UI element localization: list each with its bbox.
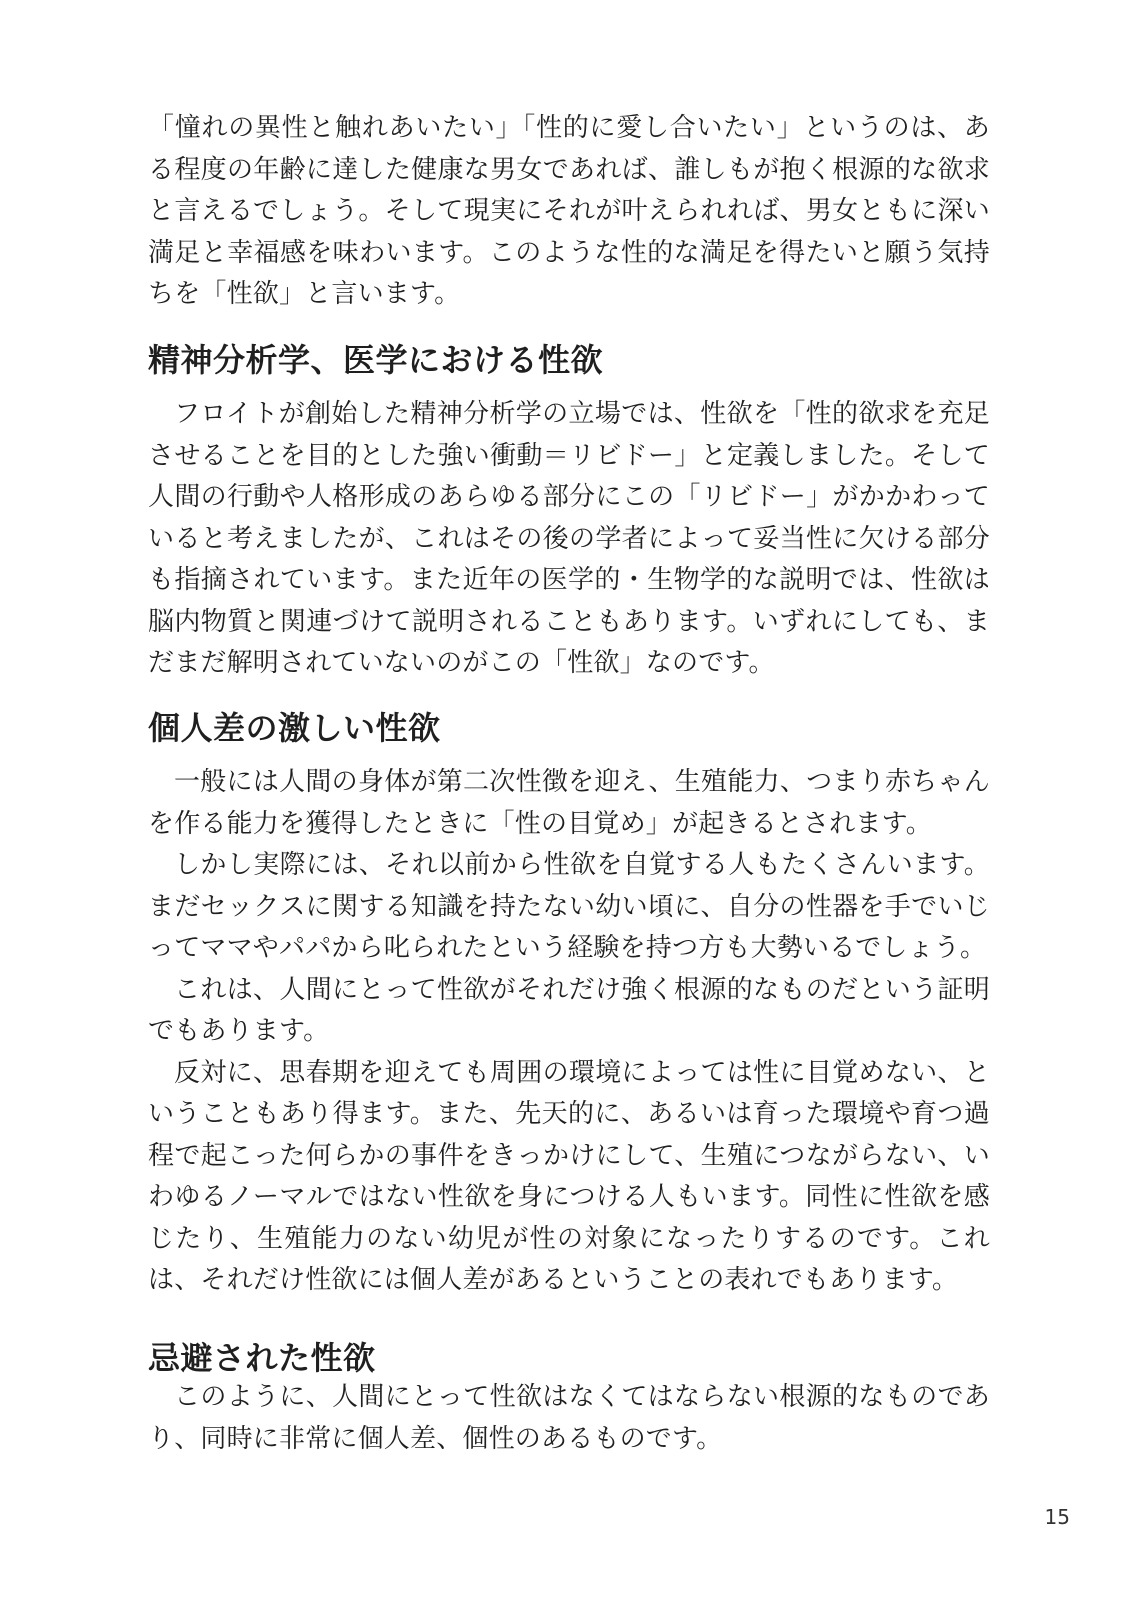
section-3 bbox=[148, 1336, 990, 1380]
body-paragraph: 反対に、思春期を迎えても周囲の環境によっては性に目覚めない、ということもあり得ます。また、先天的に、あるいは育った環境や育つ過程で起こった何らかの事件をきっかけにして、生殖につながらない、いわゆるノーマルではない性欲を身につける人もいます。同性に性欲を感じたり、生殖能力のない幼児が性の対象になったりするのです。これは、それだけ性欲には個人差があるということの表れでもあります。 bbox=[148, 1057, 990, 1295]
section-heading: 精神分析学、医学における性欲 bbox=[148, 341, 604, 379]
section-heading: 個人差の激しい性欲 bbox=[148, 709, 441, 747]
body-paragraph: 一般には人間の身体が第二次性徴を迎え、生殖能力、つまり赤ちゃんを作る能力を獲得したときに「性の目覚め」が起きるとされます。 bbox=[148, 767, 990, 839]
section-3-body bbox=[148, 1377, 990, 1460]
body-paragraph: フロイトが創始した精神分析学の立場では、性欲を「性的欲求を充足させることを目的とした強い衝動＝リビドー」と定義しました。そして人間の行動や人格形成のあらゆる部分にこの「リビドー」がかかわっていると考えましたが、これはその後の学者によって妥当性に欠ける部分も指摘されています。また近年の医学的・生物学的な説明では、性欲は脳内物質と関連づけて説明されることもあります。いずれにしても、まだまだ解明されていないのがこの「性欲」なのです。 bbox=[148, 399, 990, 678]
body-paragraph: これは、人間にとって性欲がそれだけ強く根源的なものだという証明でもあります。 bbox=[148, 974, 990, 1046]
body-paragraph: しかし実際には、それ以前から性欲を自覚する人もたくさんいます。まだセックスに関する知識を持たない幼い頃に、自分の性器を手でいじってママやパパから叱られたという経験を持つ方も大勢いるでしょう。 bbox=[148, 850, 990, 963]
intro-block bbox=[148, 108, 990, 316]
intro-paragraph: 「憧れの異性と触れあいたい」「性的に愛し合いたい」というのは、ある程度の年齢に達した健康な男女であれば、誰しもが抱く根源的な欲求と言えるでしょう。そして現実にそれが叶えられれば、男女ともに深い満足と幸福感を味わいます。このような性的な満足を得たいと願う気持ちを「性欲」と言います。 bbox=[148, 113, 990, 309]
page-number: 15 bbox=[1044, 1505, 1070, 1529]
section-2-body bbox=[148, 762, 990, 1302]
section-1 bbox=[148, 338, 990, 382]
section-2 bbox=[148, 706, 990, 750]
section-1-body bbox=[148, 394, 990, 685]
body-paragraph: このように、人間にとって性欲はなくてはならない根源的なものであり、同時に非常に個人差、個性のあるものです。 bbox=[148, 1382, 990, 1454]
section-heading: 忌避された性欲 bbox=[148, 1339, 376, 1377]
